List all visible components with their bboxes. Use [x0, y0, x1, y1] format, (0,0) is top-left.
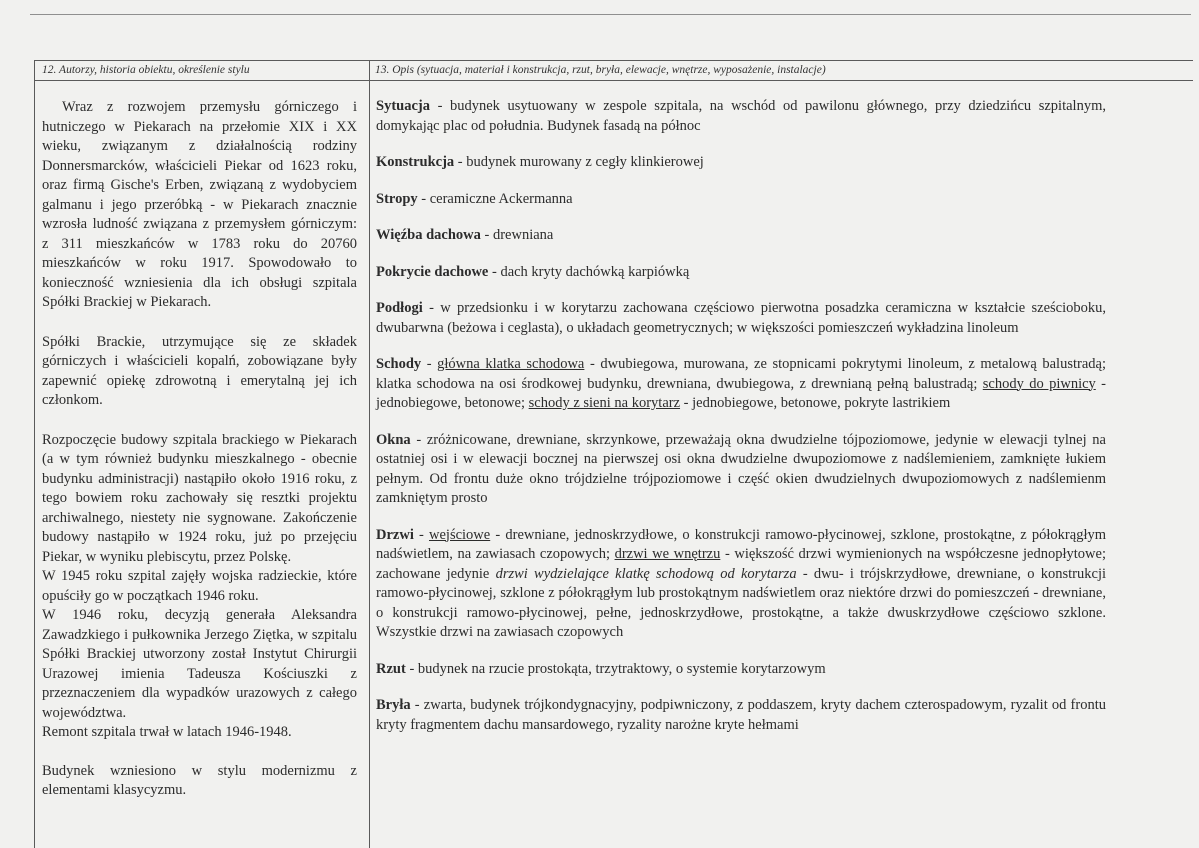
- drzwi-staircase-doors: drzwi wydzielające klatkę schodową od korytarza: [495, 565, 797, 582]
- section-sytuacja: [376, 97, 1106, 136]
- section-stropy: [376, 190, 1106, 210]
- text-schody-3: - jednobiegowe, betonowe;: [376, 375, 1106, 411]
- section-pokrycie: [376, 263, 1106, 283]
- history-paragraph-6: Remont szpitala trwał w latach 1946-1948.: [42, 724, 292, 740]
- schody-basement: schody do piwnicy: [982, 375, 1096, 392]
- term-drzwi: Drzwi: [376, 526, 414, 543]
- term-schody: Schody: [376, 356, 422, 372]
- text-bryla: - zwarta, budynek trójkondygnacyjny, podpiwniczony, z poddaszem, kryty dachem czterospadowym, ryzalit od frontu kryty fragmentem dachu mansardowego, ryzality narożne kryte hełmami: [376, 697, 1106, 733]
- term-rzut: Rzut: [376, 660, 406, 677]
- text-drzwi-2: - drewniane, jednoskrzydłowe, o konstrukcji ramowo-płycinowej, szklone, prostokątne, z półokrągłym nadświetlem, na zawiasach czopowych;: [376, 526, 1106, 562]
- text-schody-2: - dwubiegowa, murowana, ze stopnicami pokrytymi linoleum, z metalową balustradą; klatka schodowa na osi środkowej budynku, drewniana, dwubiegowa, z drewnianą pełną balustradą;: [376, 356, 1106, 392]
- section-12-header: 12. Autorzy, historia obiektu, określenie stylu: [42, 64, 250, 76]
- section-13-header: 13. Opis (sytuacja, materiał i konstrukcja, rzut, bryła, elewacje, wnętrze, wyposażenie, instalacje): [375, 64, 826, 76]
- section-drzwi: [376, 526, 1106, 643]
- text-rzut: - budynek na rzucie prostokąta, trzytraktowy, o systemie korytarzowym: [405, 660, 826, 677]
- history-paragraph-4: W 1945 roku szpital zajęły wojska radzieckie, które opuściły go w początkach 1946 roku.: [42, 568, 357, 604]
- section-wiezba: [376, 226, 1106, 246]
- section-podlogi: [376, 299, 1106, 338]
- drzwi-entrance: wejściowe: [429, 526, 491, 543]
- column-divider: [369, 60, 370, 848]
- text-okna: - zróżnicowane, drewniane, skrzynkowe, przeważają okna dwudzielne tójpoziomowe, jedynie w elewacji tylnej na ostatniej osi i w elewacji bocznej na pierwszej osi okna dwudzielne dwupoziomowe z nadślemieniem, zamknięte łukiem pełnym. Od frontu duże okno trójdzielne trójpoziomowe i część okien dwudzielnych dwupoziomowych z nadślemienm zamkniętym prosto: [376, 431, 1106, 506]
- section-konstrukcja: [376, 153, 1106, 173]
- text-stropy: - ceramiczne Ackermanna: [417, 190, 573, 207]
- text-sytuacja: - budynek usytuowany w zespole szpitala, na wschód od pawilonu głównego, przy dziedzińcu szpitalnym, domykając plac od południa. Budynek fasadą na północ: [376, 98, 1106, 134]
- term-okna: Okna: [376, 431, 411, 448]
- header-rule: [34, 80, 1193, 81]
- section-schody: [376, 355, 1106, 414]
- term-bryla: Bryła: [376, 697, 411, 713]
- drzwi-interior: drzwi we wnętrzu: [614, 546, 721, 562]
- term-konstrukcja: Konstrukcja: [376, 154, 455, 170]
- term-sytuacja: Sytuacja: [376, 98, 430, 114]
- schody-main-staircase: główna klatka schodowa: [437, 356, 585, 372]
- section-okna: [376, 431, 1106, 509]
- history-paragraph-1: Wraz z rozwojem przemysłu górniczego i hutniczego w Piekarach na przełomie XIX i XX wieku, związanym z działalnością rodziny Donnersmarcków, właścicieli Piekar od 1623 roku, oraz firmą Gische's Erben, związaną z wydobyciem galmanu i jego przeróbką - w Piekarach znacznie wzrosła ludność związana z przemysłem górniczym: z 311 mieszkańców w 1783 roku do 20760 mieszkańców w roku 1917. Spowodowało to konieczność wzniesienia dla ich obsługi szpitala Spółki Brackiej w Piekarach.: [42, 99, 357, 310]
- top-rule: [30, 14, 1191, 15]
- history-paragraph-5: W 1946 roku, decyzją generała Aleksandra Zawadzkiego i pułkownika Jerzego Ziętka, w szpitalu Spółki Brackiej utworzony został Instytut Chirurgii Urazowej imienia Tadeusza Kościuszki z przeznaczeniem dla wypadków urazowych z całego województwa.: [42, 607, 357, 721]
- description-column: [376, 97, 1106, 752]
- history-column: [42, 98, 357, 821]
- term-stropy: Stropy: [376, 190, 418, 207]
- history-paragraph-3: Rozpoczęcie budowy szpitala brackiego w Piekarach (a w tym również budynku mieszkalnego - obecnie budynku administracji) nastąpiło około 1916 roku, z tego bowiem roku zachowały się resztki projektu archiwalnego, niestety nie sygnowane. Zakończenie budowy nastąpiło w 1924 roku, już po przejęciu Piekar, w wyniku plebiscytu, przez Polskę.: [42, 431, 357, 565]
- text-konstrukcja: - budynek murowany z cegły klinkierowej: [454, 154, 704, 170]
- section-bryla: [376, 696, 1106, 735]
- text-drzwi-1: -: [413, 526, 430, 543]
- text-pokrycie: - dach kryty dachówką karpiówką: [488, 263, 690, 280]
- table-left-border: [34, 60, 35, 848]
- text-wiezba: - drewniana: [480, 227, 554, 243]
- history-paragraph-7: Budynek wzniesiono w stylu modernizmu z elementami klasycyzmu.: [42, 762, 357, 798]
- term-podlogi: Podłogi: [376, 300, 423, 316]
- text-schody-4: - jednobiegowe, betonowe, pokryte lastrikiem: [680, 395, 951, 411]
- term-wiezba: Więźba dachowa: [376, 227, 481, 243]
- history-paragraph-2: Spółki Brackie, utrzymujące się ze składek górniczych i właścicieli kopalń, zobowiązane były zapewnić opiekę zdrowotną i emerytalną jej ich członkom.: [42, 333, 357, 408]
- term-pokrycie: Pokrycie dachowe: [376, 263, 489, 280]
- text-podlogi: - w przedsionku i w korytarzu zachowana częściowo pierwotna posadzka ceramiczna w kształcie sześcioboku, dwubarwna (beżowa i ceglasta), o układach geometrycznych; w większości pomieszczeń wykładzina linoleum: [376, 300, 1106, 336]
- text-drzwi-3: - większość drzwi wymienionych na współczesne jednopłytowe; zachowane jedynie: [376, 546, 1106, 582]
- text-schody-1: -: [421, 356, 438, 372]
- schody-hall: schody z sieni na korytarz: [528, 395, 681, 411]
- table-top-border: [34, 60, 1193, 61]
- text-drzwi-4: - dwu- i trójskrzydłowe, drewniane, o konstrukcji ramowo-płycinowej, szklone z półokrągłym lub prostokątnym nadświetlem oraz niektóre drzwi do pomieszczeń - drewniane, o konstrukcji ramowo-płycinowej, pełne, jednoskrzydłowe, prostokątne, a także dwuskrzydłowe częściowo szklone. Wszystkie drzwi na zawiasach czopowych: [376, 565, 1106, 640]
- section-rzut: [376, 660, 1106, 680]
